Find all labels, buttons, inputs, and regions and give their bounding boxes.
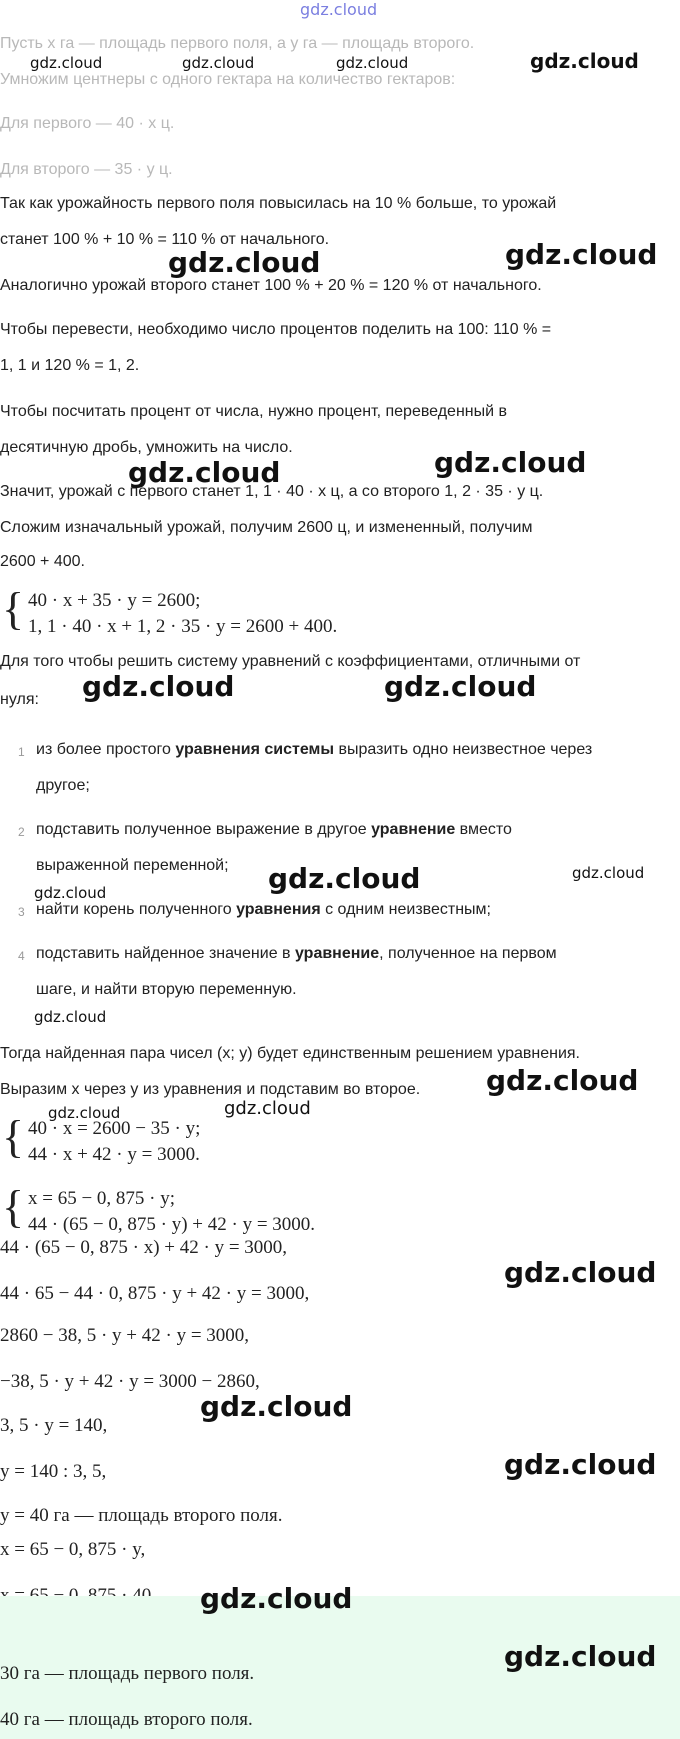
- watermark: gdz.cloud: [504, 1256, 657, 1289]
- answer-line: 30 га — площадь первого поля.: [0, 1663, 255, 1684]
- text-line: десятичную дробь, умножить на число.: [0, 439, 293, 456]
- step-text: подставить найденное значение в уравнение, полученное на первом: [36, 945, 557, 962]
- system-equation: 1, 1 · 40 · x + 1, 2 · 35 · y = 2600 + 400.: [28, 616, 338, 637]
- watermark: gdz.cloud: [30, 54, 103, 72]
- step-text: шаге, и найти вторую переменную.: [36, 981, 297, 998]
- watermark: gdz.cloud: [200, 1582, 353, 1615]
- watermark: gdz.cloud: [336, 54, 409, 72]
- calc-line: 2860 − 38, 5 · y + 42 · y = 3000,: [0, 1325, 250, 1346]
- text-line: Умножим центнеры с одного гектара на количество гектаров:: [0, 71, 456, 88]
- system-equation: 40 · x + 35 · y = 2600;: [28, 590, 201, 611]
- step-number: 4: [18, 949, 25, 963]
- watermark: gdz.cloud: [505, 238, 658, 271]
- watermark: gdz.cloud: [486, 1064, 639, 1097]
- watermark: gdz.cloud: [268, 862, 421, 895]
- watermark: gdz.cloud: [82, 670, 235, 703]
- text-line: нуля:: [0, 691, 39, 708]
- step-number: 2: [18, 825, 25, 839]
- watermark: gdz.cloud: [504, 1448, 657, 1481]
- calc-line: x = 65 − 0, 875 · y,: [0, 1539, 146, 1560]
- text-line: Для того чтобы решить систему уравнений с коэффициентами, отличными от: [0, 653, 581, 670]
- text-line: станет 100 % + 10 % = 110 % от начального.: [0, 231, 330, 248]
- watermark: gdz.cloud: [34, 884, 107, 902]
- text-line: 1, 1 и 120 % = 1, 2.: [0, 357, 140, 374]
- watermark: gdz.cloud: [34, 1008, 107, 1026]
- system-equation: 44 · x + 42 · y = 3000.: [28, 1144, 200, 1165]
- watermark: gdz.cloud: [200, 1390, 353, 1423]
- watermark: gdz.cloud: [128, 456, 281, 489]
- calc-line: 44 · 65 − 44 · 0, 875 · y + 42 · y = 3000,: [0, 1283, 310, 1304]
- step-text: из более простого уравнения системы выразить одно неизвестное через: [36, 741, 593, 758]
- text-line: Тогда найденная пара чисел (x; y) будет единственным решением уравнения.: [0, 1045, 580, 1062]
- answer-line: 40 га — площадь второго поля.: [0, 1709, 253, 1730]
- system-equation: x = 65 − 0, 875 · y;: [28, 1188, 176, 1209]
- system-brace: {: [2, 1111, 25, 1162]
- watermark: gdz.cloud: [434, 446, 587, 479]
- text-line: Выразим x через y из уравнения и подставим во второе.: [0, 1081, 421, 1098]
- system-equation: 44 · (65 − 0, 875 · y) + 42 · y = 3000.: [28, 1214, 316, 1235]
- text-line: Сложим изначальный урожай, получим 2600 ц, и измененный, получим: [0, 519, 533, 536]
- step-text: другое;: [36, 777, 90, 794]
- text-line: Чтобы перевести, необходимо число процентов поделить на 100: 110 % =: [0, 321, 552, 338]
- step-text: найти корень полученного уравнения с одним неизвестным;: [36, 901, 491, 918]
- watermark: gdz.cloud: [384, 670, 537, 703]
- calc-line: y = 40 га — площадь второго поля.: [0, 1505, 283, 1526]
- watermark: gdz.cloud: [530, 49, 639, 73]
- step-number: 3: [18, 905, 25, 919]
- step-text: подставить полученное выражение в другое уравнение вместо: [36, 821, 512, 838]
- text-line: Чтобы посчитать процент от числа, нужно процент, переведенный в: [0, 403, 507, 420]
- calc-line: −38, 5 · y + 42 · y = 3000 − 2860,: [0, 1371, 260, 1392]
- watermark: gdz.cloud: [572, 864, 645, 882]
- calc-line: 3, 5 · y = 140,: [0, 1415, 108, 1436]
- system-brace: {: [2, 583, 25, 634]
- watermark: gdz.cloud: [224, 1098, 311, 1119]
- text-line: Пусть x га — площадь первого поля, а y га — площадь второго.: [0, 35, 475, 52]
- text-line: Значит, урожай с первого станет 1, 1 · 40 · x ц, а со второго 1, 2 · 35 · y ц.: [0, 483, 544, 500]
- calc-line: 44 · (65 − 0, 875 · x) + 42 · y = 3000,: [0, 1237, 288, 1258]
- step-text: выраженной переменной;: [36, 857, 229, 874]
- watermark: gdz.cloud: [48, 1104, 121, 1122]
- text-line: 2600 + 400.: [0, 553, 85, 570]
- system-equation: 40 · x = 2600 − 35 · y;: [28, 1118, 201, 1139]
- text-line: Аналогично урожай второго станет 100 % + 20 % = 120 % от начального.: [0, 277, 542, 294]
- step-number: 1: [18, 745, 25, 759]
- watermark: gdz.cloud: [504, 1640, 657, 1673]
- watermark: gdz.cloud: [182, 54, 255, 72]
- watermark: gdz.cloud: [168, 246, 321, 279]
- text-line: Так как урожайность первого поля повысилась на 10 % больше, то урожай: [0, 195, 557, 212]
- site-header-logo[interactable]: gdz.cloud: [300, 0, 378, 19]
- system-brace: {: [2, 1181, 25, 1232]
- text-line: Для первого — 40 · x ц.: [0, 115, 175, 132]
- calc-line: y = 140 : 3, 5,: [0, 1461, 107, 1482]
- text-line: Для второго — 35 · y ц.: [0, 161, 173, 178]
